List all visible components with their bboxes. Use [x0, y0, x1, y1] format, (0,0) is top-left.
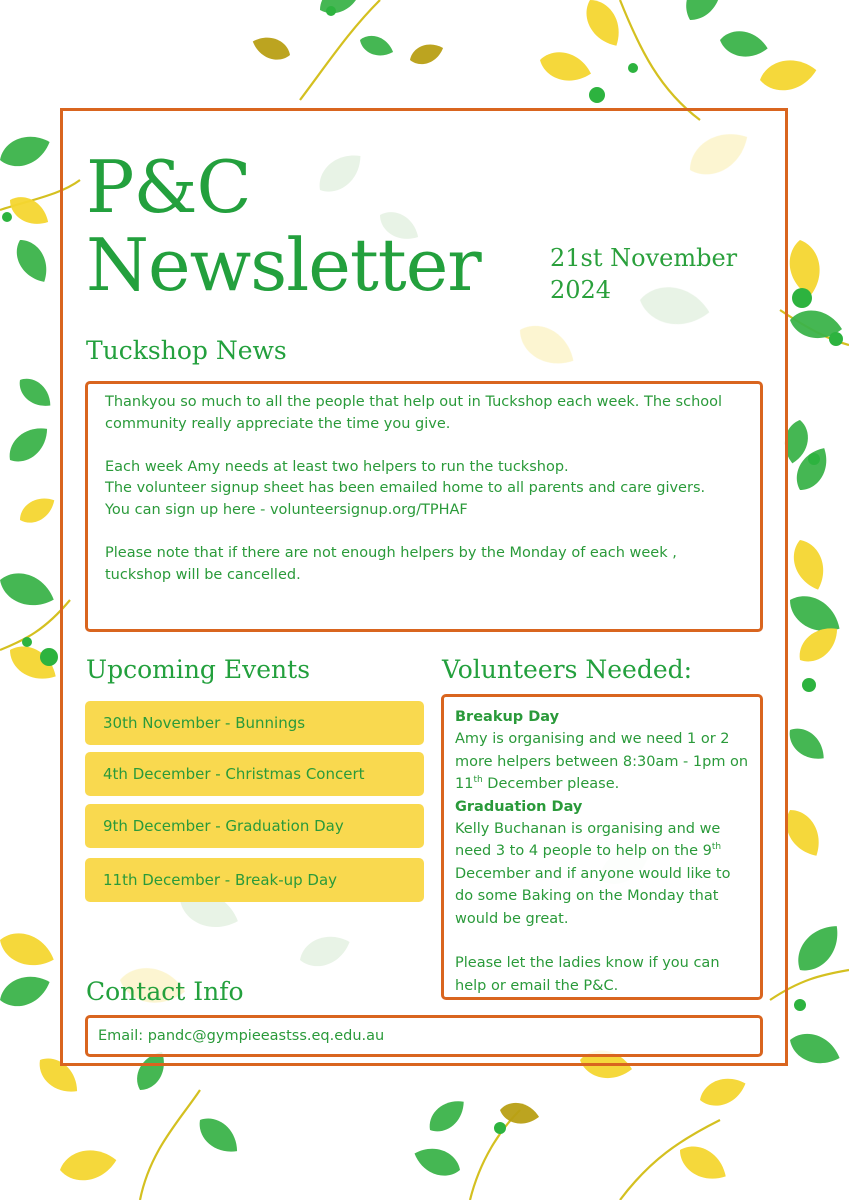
event-item: 11th December - Break-up Day — [85, 858, 424, 902]
event-item: 30th November - Bunnings — [85, 701, 424, 745]
volunteers-box — [441, 694, 763, 1000]
title-line-2: Newsletter — [86, 223, 481, 307]
title-line-1: P&C — [86, 145, 251, 229]
breakup-title: Breakup Day — [455, 709, 560, 725]
tuckshop-heading: Tuckshop News — [86, 336, 287, 365]
date-line-1: 21st November — [550, 244, 738, 272]
tuckshop-line-2: Each week Amy needs at least two helpers to run the tuckshop. — [105, 458, 569, 475]
tuckshop-line-3: The volunteer signup sheet has been emailed home to all parents and care givers. — [105, 480, 706, 497]
contact-box — [85, 1015, 763, 1057]
contact-email[interactable]: Email: pandc@gympieeastss.eq.edu.au — [98, 1028, 385, 1044]
tuckshop-box — [85, 381, 763, 632]
tuckshop-paragraph-3: Please note that if there are not enough helpers by the Monday of each week , tuckshop will be cancelled. — [105, 545, 677, 583]
tuckshop-paragraph-1: Thankyou so much to all the people that help out in Tuckshop each week. The school community really appreciate the time you give. — [105, 394, 723, 432]
event-item: 4th December - Christmas Concert — [85, 752, 424, 796]
volunteers-heading: Volunteers Needed: — [442, 655, 693, 684]
contact-heading: Contact Info — [86, 977, 244, 1006]
events-heading: Upcoming Events — [86, 655, 311, 684]
newsletter-date — [550, 242, 737, 306]
graduation-text: Kelly Buchanan is organising and we need 3 to 4 people to help on the 9th December and if anyone would like to do some Baking on the Monday that would be great. — [455, 821, 731, 927]
tuckshop-signup-line: You can sign up here - volunteersignup.org/TPHAF — [105, 501, 468, 518]
graduation-title: Graduation Day — [455, 798, 583, 815]
breakup-text: Amy is organising and we need 1 or 2 more helpers between 8:30am - 1pm on 11th December please. — [455, 731, 749, 793]
event-item: 9th December - Graduation Day — [85, 804, 424, 848]
page-title — [86, 145, 481, 307]
volunteers-closing: Please let the ladies know if you can help or email the P&C. — [455, 955, 720, 994]
date-line-2: 2024 — [550, 276, 612, 304]
